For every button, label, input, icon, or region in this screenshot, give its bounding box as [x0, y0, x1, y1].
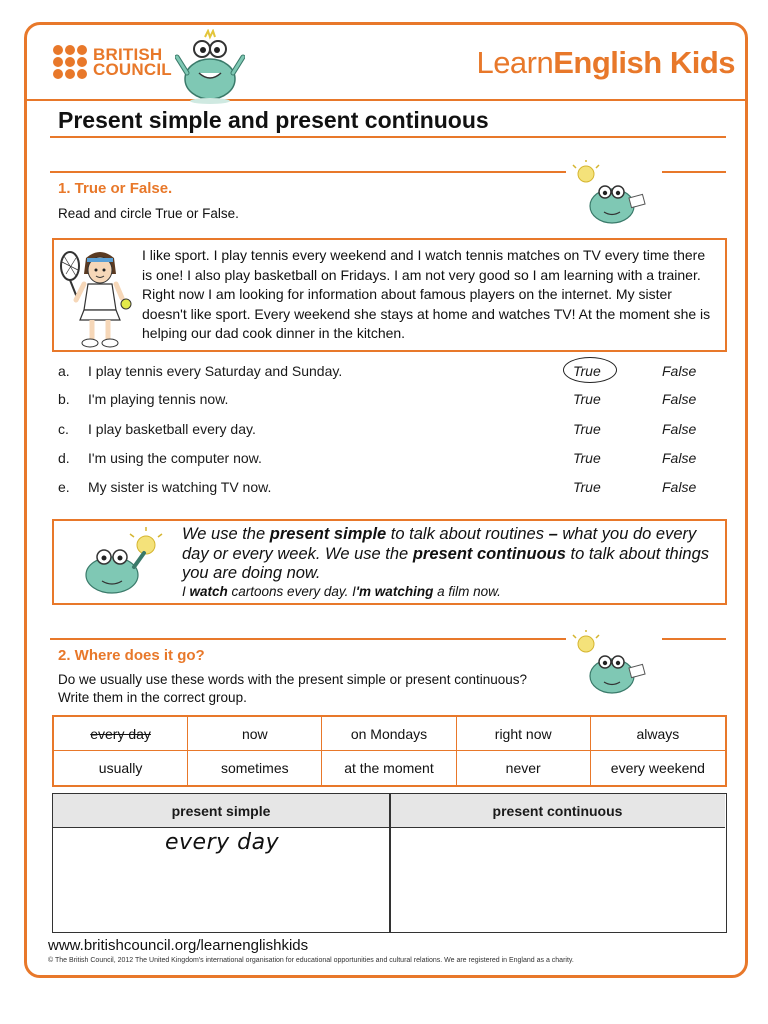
- false-option[interactable]: False: [662, 391, 697, 407]
- false-option[interactable]: False: [662, 479, 697, 495]
- question-letter: d.: [58, 450, 70, 466]
- true-option[interactable]: True: [573, 450, 601, 466]
- word-cell[interactable]: always: [591, 717, 725, 751]
- section2-heading: 2. Where does it go?: [58, 647, 205, 664]
- lightbulb-mascot-icon: [78, 527, 168, 599]
- true-option[interactable]: True: [573, 363, 601, 379]
- section1-rule-left: [50, 171, 566, 173]
- title-divider: [50, 136, 726, 138]
- question-letter: b.: [58, 391, 70, 407]
- false-option[interactable]: False: [662, 421, 697, 437]
- thinking-mascot-icon: [572, 160, 656, 228]
- word-cell[interactable]: now: [188, 717, 322, 751]
- question-row-e: [58, 479, 728, 501]
- word-cell[interactable]: usually: [54, 751, 188, 785]
- true-option[interactable]: True: [573, 479, 601, 495]
- section1-heading: 1. True or False.: [58, 180, 173, 197]
- footer-url[interactable]: www.britishcouncil.org/learnenglishkids: [48, 937, 309, 954]
- word-cell[interactable]: every weekend: [610, 760, 705, 776]
- question-letter: c.: [58, 421, 69, 437]
- question-row-c: [58, 421, 728, 443]
- british-council-dots-icon: [53, 45, 87, 79]
- question-text: I'm using the computer now.: [88, 450, 262, 466]
- question-text: I play tennis every Saturday and Sunday.: [88, 363, 343, 379]
- org-line2: COUNCIL: [93, 60, 172, 79]
- question-text: I'm playing tennis now.: [88, 391, 229, 407]
- passage-text: I like sport. I play tennis every weekend and I watch tennis matches on TV every time there is one! I also play basketball on Fridays. I am not very good so I am learning with a trainer. Right now I am looking for information about famous players on the internet. My sister doesn't like sport. Every weekend she stays at home and watches TV! At the moment she is helping our dad cook dinner in the kitchen.: [142, 247, 711, 341]
- grammar-rule-box: [52, 519, 727, 605]
- word-cell[interactable]: on Mondays: [322, 717, 456, 751]
- false-option[interactable]: False: [662, 363, 697, 379]
- word-bank: [52, 715, 727, 787]
- question-row-d: [58, 450, 728, 472]
- reading-passage-box: [52, 238, 727, 352]
- question-text: I play basketball every day.: [88, 421, 256, 437]
- monster-mascot-icon: [175, 29, 245, 105]
- learnenglish-kids-logo: LearnEnglish Kids: [476, 45, 735, 80]
- section2-rule-right: [662, 638, 726, 640]
- section1-instruction: Read and circle True or False.: [58, 206, 239, 221]
- true-option[interactable]: True: [573, 391, 601, 407]
- present-continuous-header: present continuous: [390, 794, 725, 828]
- org-line1: BRITISH: [93, 45, 163, 64]
- rule-example: I watch cartoons every day. I'm watching a film now.: [182, 584, 501, 599]
- rule-text: We use the present simple to talk about routines – what you do every day or every week. We use the present continuous to talk about things you are doing now.: [182, 525, 710, 582]
- question-text: My sister is watching TV now.: [88, 479, 272, 495]
- question-letter: e.: [58, 479, 70, 495]
- section2-instruction-2: Write them in the correct group.: [58, 690, 247, 705]
- thinking-mascot-icon: [572, 630, 656, 698]
- footer-copyright: © The British Council, 2012 The United Kingdom's international organisation for educational opportunities and cultural relations. We are registered in England as a charity.: [48, 957, 574, 964]
- grouping-table: [52, 793, 727, 933]
- word-cell[interactable]: right now: [457, 717, 591, 751]
- section2-rule-left: [50, 638, 566, 640]
- tennis-girl-icon: [56, 244, 136, 350]
- word-cell[interactable]: sometimes: [188, 751, 322, 785]
- present-simple-header: present simple: [53, 794, 389, 828]
- true-option[interactable]: True: [573, 421, 601, 437]
- page-title: Present simple and present continuous: [58, 107, 489, 133]
- section2-instruction-1: Do we usually use these words with the present simple or present continuous?: [58, 672, 527, 687]
- question-row-a: [58, 363, 728, 385]
- section1-rule-right: [662, 171, 726, 173]
- word-cell[interactable]: every day: [54, 717, 188, 751]
- header: [27, 25, 745, 101]
- example-answer: every day: [165, 830, 280, 855]
- question-letter: a.: [58, 363, 70, 379]
- column-divider: [389, 794, 391, 932]
- word-cell[interactable]: at the moment: [322, 751, 456, 785]
- false-option[interactable]: False: [662, 450, 697, 466]
- british-council-logo: [53, 45, 172, 79]
- question-row-b: [58, 391, 728, 413]
- word-cell[interactable]: never: [457, 751, 591, 785]
